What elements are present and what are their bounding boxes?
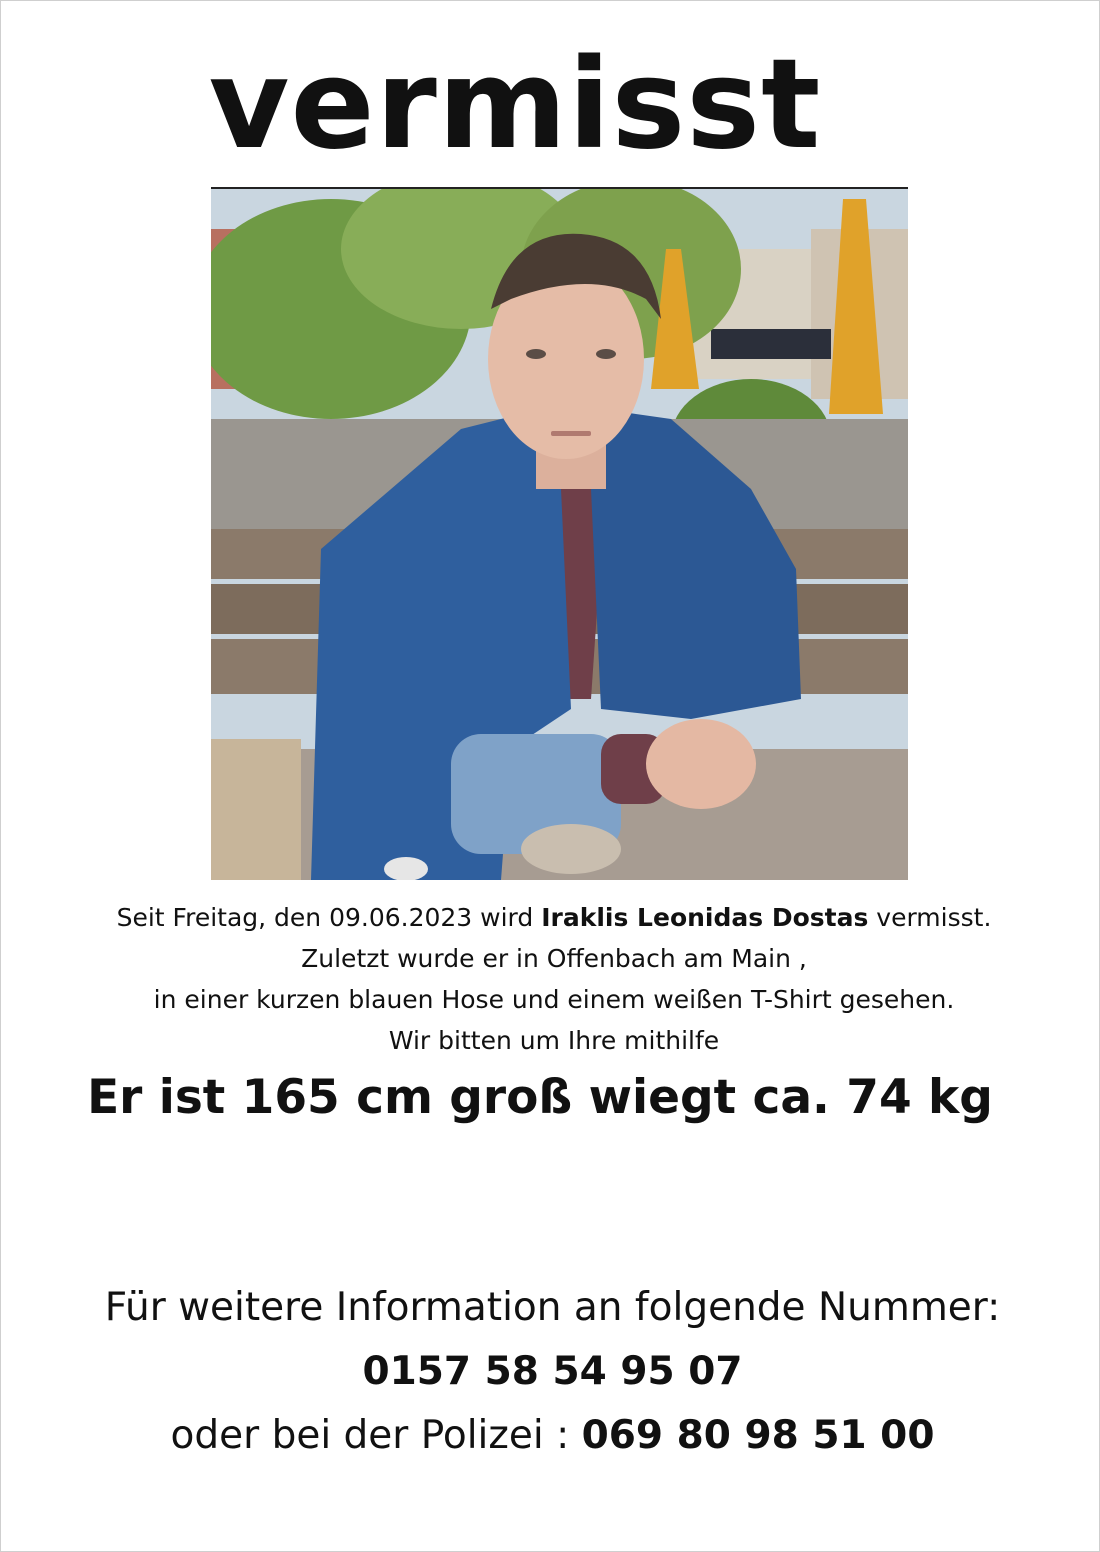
contact-phone: 0157 58 54 95 07: [362, 1349, 743, 1394]
missing-person-photo: [211, 187, 908, 880]
police-phone: 069 80 98 51 00: [581, 1413, 935, 1458]
police-contact: oder bei der Polizei : 069 80 98 51 00: [170, 1413, 935, 1458]
description-line-3: in einer kurzen blauen Hose und einem weißen T-Shirt gesehen.: [153, 985, 955, 1014]
poster-title: vermisst: [208, 33, 822, 177]
height-weight-stats: Er ist 165 cm groß wiegt ca. 74 kg: [87, 1070, 993, 1125]
person-name: Iraklis Leonidas Dostas: [541, 903, 869, 932]
contact-intro: Für weitere Information an folgende Nummer:: [104, 1285, 1001, 1330]
person-portrait-icon: [211, 189, 908, 880]
contact-block: [0, 1276, 1100, 1468]
description-block: [0, 897, 1100, 1061]
description-line-4: Wir bitten um Ihre mithilfe: [388, 1026, 720, 1055]
description-line-2: Zuletzt wurde er in Offenbach am Main ,: [301, 944, 807, 973]
description-line-1: Seit Freitag, den 09.06.2023 wird Iraklis Leonidas Dostas vermisst.: [116, 903, 992, 932]
